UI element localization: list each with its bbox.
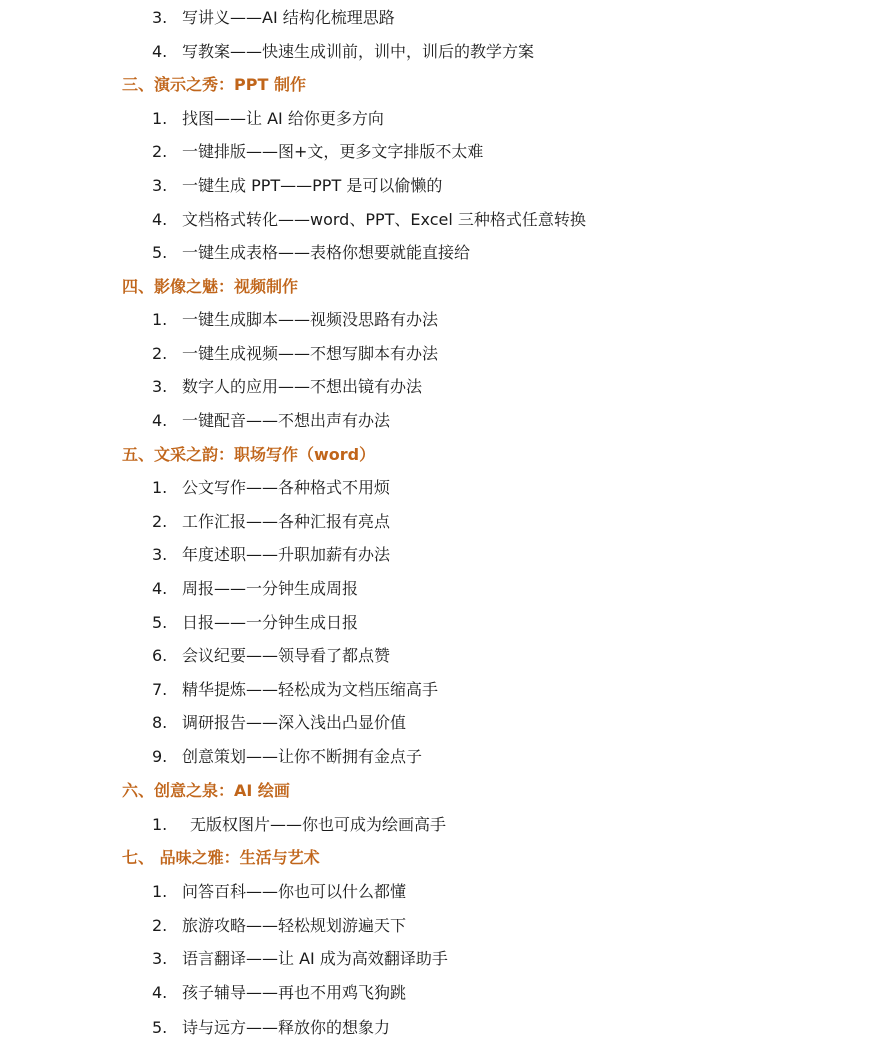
item-text: 一键生成 PPT——PPT 是可以偷懒的 bbox=[182, 176, 443, 195]
item-text: 文档格式转化——word、PPT、Excel 三种格式任意转换 bbox=[182, 210, 586, 229]
item-number: 8. bbox=[152, 713, 168, 732]
item-number: 3. bbox=[152, 176, 168, 195]
item-text: 工作汇报——各种汇报有亮点 bbox=[182, 512, 391, 531]
section-heading-text: 五、文采之韵：职场写作（word） bbox=[122, 445, 376, 464]
item-text: 数字人的应用——不想出镜有办法 bbox=[182, 377, 423, 396]
item-number: 4. bbox=[152, 411, 168, 430]
item-number: 2. bbox=[152, 916, 168, 935]
item-number: 4. bbox=[152, 42, 168, 61]
item-number: 1. bbox=[152, 478, 168, 497]
item-text: 周报——一分钟生成周报 bbox=[182, 579, 359, 598]
item-number: 1. bbox=[152, 882, 168, 901]
item-number: 1. bbox=[152, 310, 168, 329]
item-number: 4. bbox=[152, 210, 168, 229]
item-number: 2. bbox=[152, 512, 168, 531]
item-number: 1. bbox=[152, 109, 168, 128]
item-number: 7. bbox=[152, 680, 168, 699]
section-heading-text: 七、 品味之雅：生活与艺术 bbox=[122, 848, 320, 867]
item-text: 无版权图片——你也可成为绘画高手 bbox=[190, 815, 447, 834]
section-heading-text: 六、创意之泉：AI 绘画 bbox=[122, 781, 290, 800]
item-text: 一键生成脚本——视频没思路有办法 bbox=[182, 310, 439, 329]
item-number: 3. bbox=[152, 949, 168, 968]
item-number: 2. bbox=[152, 142, 168, 161]
item-text: 一键生成视频——不想写脚本有办法 bbox=[182, 344, 439, 363]
item-text: 孩子辅导——再也不用鸡飞狗跳 bbox=[182, 983, 407, 1002]
item-number: 3. bbox=[152, 8, 168, 27]
item-text: 一键生成表格——表格你想要就能直接给 bbox=[182, 243, 471, 262]
item-text: 会议纪要——领导看了都点赞 bbox=[182, 646, 391, 665]
item-number: 4. bbox=[152, 983, 168, 1002]
item-number: 1. bbox=[152, 815, 168, 834]
item-text: 精华提炼——轻松成为文档压缩高手 bbox=[182, 680, 439, 699]
item-text: 写讲义——AI 结构化梳理思路 bbox=[182, 8, 395, 27]
item-text: 一键配音——不想出声有办法 bbox=[182, 411, 391, 430]
item-text: 调研报告——深入浅出凸显价值 bbox=[182, 713, 407, 732]
item-number: 4. bbox=[152, 579, 168, 598]
item-number: 3. bbox=[152, 377, 168, 396]
item-number: 6. bbox=[152, 646, 168, 665]
item-text: 问答百科——你也可以什么都懂 bbox=[182, 882, 407, 901]
item-text: 创意策划——让你不断拥有金点子 bbox=[182, 747, 423, 766]
item-text: 一键排版——图+文，更多文字排版不太难 bbox=[182, 142, 484, 161]
item-text: 写教案——快速生成训前，训中，训后的教学方案 bbox=[182, 42, 535, 61]
item-number: 5. bbox=[152, 613, 168, 632]
item-number: 2. bbox=[152, 344, 168, 363]
item-text: 旅游攻略——轻松规划游遍天下 bbox=[182, 916, 407, 935]
item-text: 语言翻译——让 AI 成为高效翻译助手 bbox=[182, 949, 448, 968]
item-number: 3. bbox=[152, 545, 168, 564]
item-text: 诗与远方——释放你的想象力 bbox=[182, 1018, 391, 1037]
section-heading-text: 三、演示之秀：PPT 制作 bbox=[122, 75, 306, 94]
item-number: 9. bbox=[152, 747, 168, 766]
item-text: 年度述职——升职加薪有办法 bbox=[182, 545, 391, 564]
item-text: 日报——一分钟生成日报 bbox=[182, 613, 359, 632]
section-heading-text: 四、影像之魅：视频制作 bbox=[122, 277, 299, 296]
item-text: 找图——让 AI 给你更多方向 bbox=[182, 109, 384, 128]
item-text: 公文写作——各种格式不用烦 bbox=[182, 478, 391, 497]
item-number: 5. bbox=[152, 1018, 168, 1037]
item-number: 5. bbox=[152, 243, 168, 262]
